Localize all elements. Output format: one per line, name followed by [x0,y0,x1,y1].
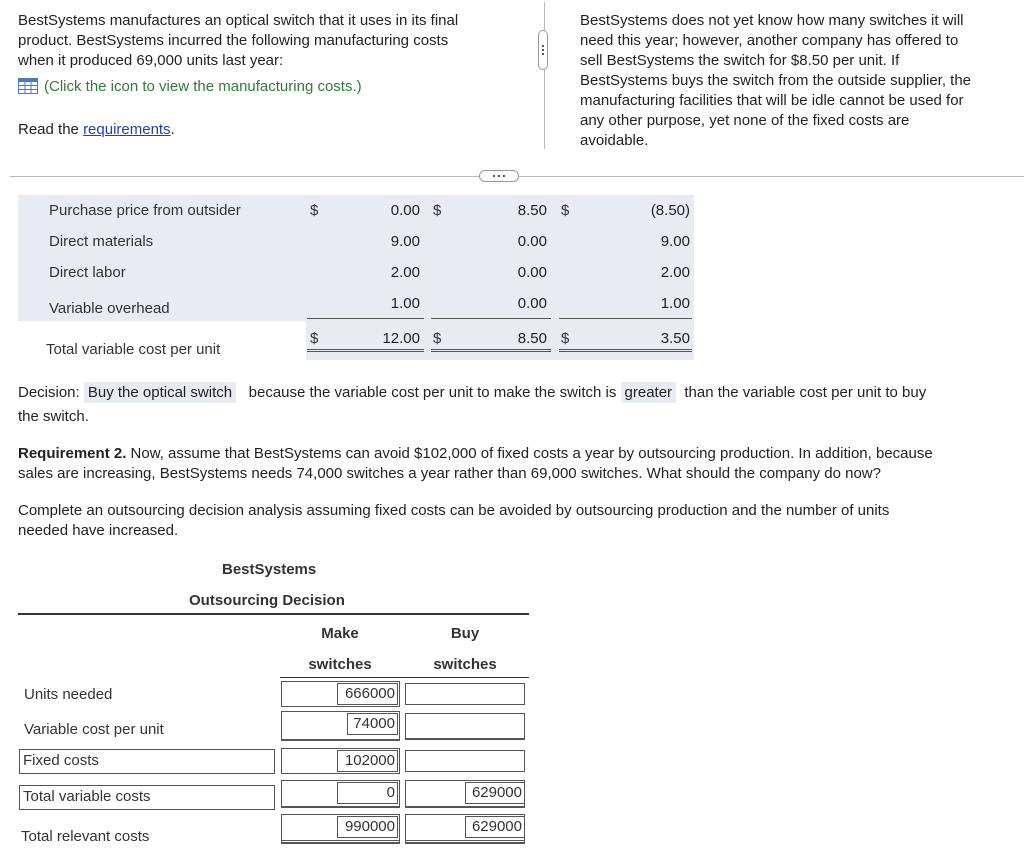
make-cell-frame [281,711,400,741]
requirement-2-text: Now, assume that BestSystems can avoid $102,000 of fixed costs a year by outsourcing production. In addition, because [126,445,933,462]
subtotal-rule [281,806,400,807]
fixed-costs-label-select[interactable]: Fixed costs [19,749,275,774]
row-label: Total relevant costs [21,828,150,845]
subtotal-rule [405,806,525,807]
intro-text [18,11,518,97]
variable-cost-make-input[interactable]: 74000 [347,713,398,735]
drag-handle-horizontal-icon[interactable] [479,170,519,182]
scenario-line: manufacturing facilities that will be idle cannot be used for [580,92,964,109]
buy-value: 0.00 [517,295,547,312]
header-rule [280,677,529,678]
decision-choice-select[interactable]: Buy the optical switch [84,382,236,403]
currency-sign: $ [561,202,570,219]
difference-value: (8.50) [650,202,690,219]
make-value: 0.00 [390,202,420,219]
vertical-divider [544,2,545,149]
make-value: 2.00 [390,264,420,281]
costs-link-text[interactable]: (Click the icon to view the manufacturing costs.) [44,78,362,95]
currency-sign: $ [310,202,319,219]
total-variable-buy-input[interactable]: 629000 [465,782,525,804]
buy-total: 8.50 [517,330,547,347]
buy-cell-frame [405,780,525,808]
fixed-costs-buy-input[interactable] [405,750,525,772]
variable-cost-buy-input[interactable] [405,713,525,739]
total-rule [307,349,424,352]
decision-line2: the switch. [18,408,89,425]
cost-row-label: Direct labor [49,264,126,281]
total-relevant-make-input[interactable]: 990000 [337,816,398,838]
cost-total-label: Total variable cost per unit [46,341,221,358]
requirements-link[interactable]: requirements [83,121,171,138]
subtotal-rule [307,318,424,319]
difference-total: 3.50 [660,330,690,347]
buy-value: 0.00 [517,264,547,281]
read-suffix: . [170,121,175,138]
col-make-header: switches [308,656,372,673]
subtotal-rule [559,318,692,319]
subtotal-rule [431,318,551,319]
units-needed-make-input[interactable]: 666000 [337,683,398,705]
total-variable-make-input[interactable]: 0 [337,782,398,804]
decision-label: Decision: [18,384,80,401]
currency-sign: $ [433,330,442,347]
scenario-line: any other purpose, yet none of the fixed costs are [580,112,910,129]
requirement-2-label: Requirement 2. [18,445,127,462]
total-relevant-buy-input[interactable]: 629000 [465,816,525,838]
cost-row-label: Variable overhead [49,300,170,317]
read-requirements [18,121,175,138]
col-buy-header: Buy [450,625,480,642]
scenario-text [580,11,1010,151]
difference-value: 2.00 [660,264,690,281]
col-buy-header: switches [433,656,497,673]
read-prefix: Read the [18,121,79,138]
buy-value: 0.00 [517,233,547,250]
table-grid-icon[interactable] [18,78,38,94]
requirement-2-text: sales are increasing, BestSystems needs 74,000 switches a year rather than 69,000 switches. What should the company do now? [18,465,881,482]
buy-value: 8.50 [517,202,547,219]
make-value: 1.00 [390,295,420,312]
total-rule [559,349,692,352]
make-cell-frame [281,748,400,774]
total-variable-costs-label-select[interactable]: Total variable costs [19,785,275,810]
intro-line: product. BestSystems incurred the following manufacturing costs [18,32,449,49]
requirement-2 [18,444,1018,484]
scenario-line: avoidable. [580,132,649,149]
currency-sign: $ [561,330,570,347]
drag-handle-vertical-icon[interactable] [538,30,548,70]
make-cell-frame [281,681,400,707]
fixed-costs-make-input[interactable]: 102000 [337,750,398,772]
make-total: 12.00 [382,330,420,347]
subtotal-rule [281,739,400,740]
decision-suffix-text: than the variable cost per unit to buy [684,384,927,401]
intro-line: BestSystems manufactures an optical switch that it uses in its final [18,12,459,29]
row-label: Variable cost per unit [24,721,164,738]
row-label: Units needed [24,686,113,703]
intro-line: when it produced 69,000 units last year: [18,52,284,69]
comparison-select[interactable]: greater [621,382,677,403]
total-rule [281,840,400,843]
costs-link[interactable] [18,77,518,97]
table-title: Outsourcing Decision [189,592,345,609]
decision-middle-text: because the variable cost per unit to make the switch is [248,384,617,401]
title-rule [18,613,529,615]
make-cell-frame [281,780,400,808]
make-value: 9.00 [390,233,420,250]
instruction-text [18,501,1008,541]
total-rule [431,349,551,352]
scenario-line: sell BestSystems the switch for $8.50 per unit. If [580,52,900,69]
difference-value: 9.00 [660,233,690,250]
scenario-line: need this year; however, another company has offered to [580,32,959,49]
total-rule [405,840,525,843]
cost-row-label: Direct materials [49,233,154,250]
currency-sign: $ [433,202,442,219]
company-name: BestSystems [222,561,317,578]
difference-value: 1.00 [660,295,690,312]
cost-row-label: Purchase price from outsider [49,202,241,219]
col-make-header: Make [321,625,359,642]
scenario-line: BestSystems buys the switch from the outside supplier, the [580,72,972,89]
scenario-line: BestSystems does not yet know how many switches it will [580,12,964,29]
units-needed-buy-input[interactable] [405,683,525,705]
subtotal-rule [405,739,525,740]
currency-sign: $ [310,330,319,347]
decision-statement [18,381,1018,429]
instruction-line: Complete an outsourcing decision analysis assuming fixed costs can be avoided by outsourcing production and the number of units [18,502,890,519]
instruction-line: needed have increased. [18,522,179,539]
